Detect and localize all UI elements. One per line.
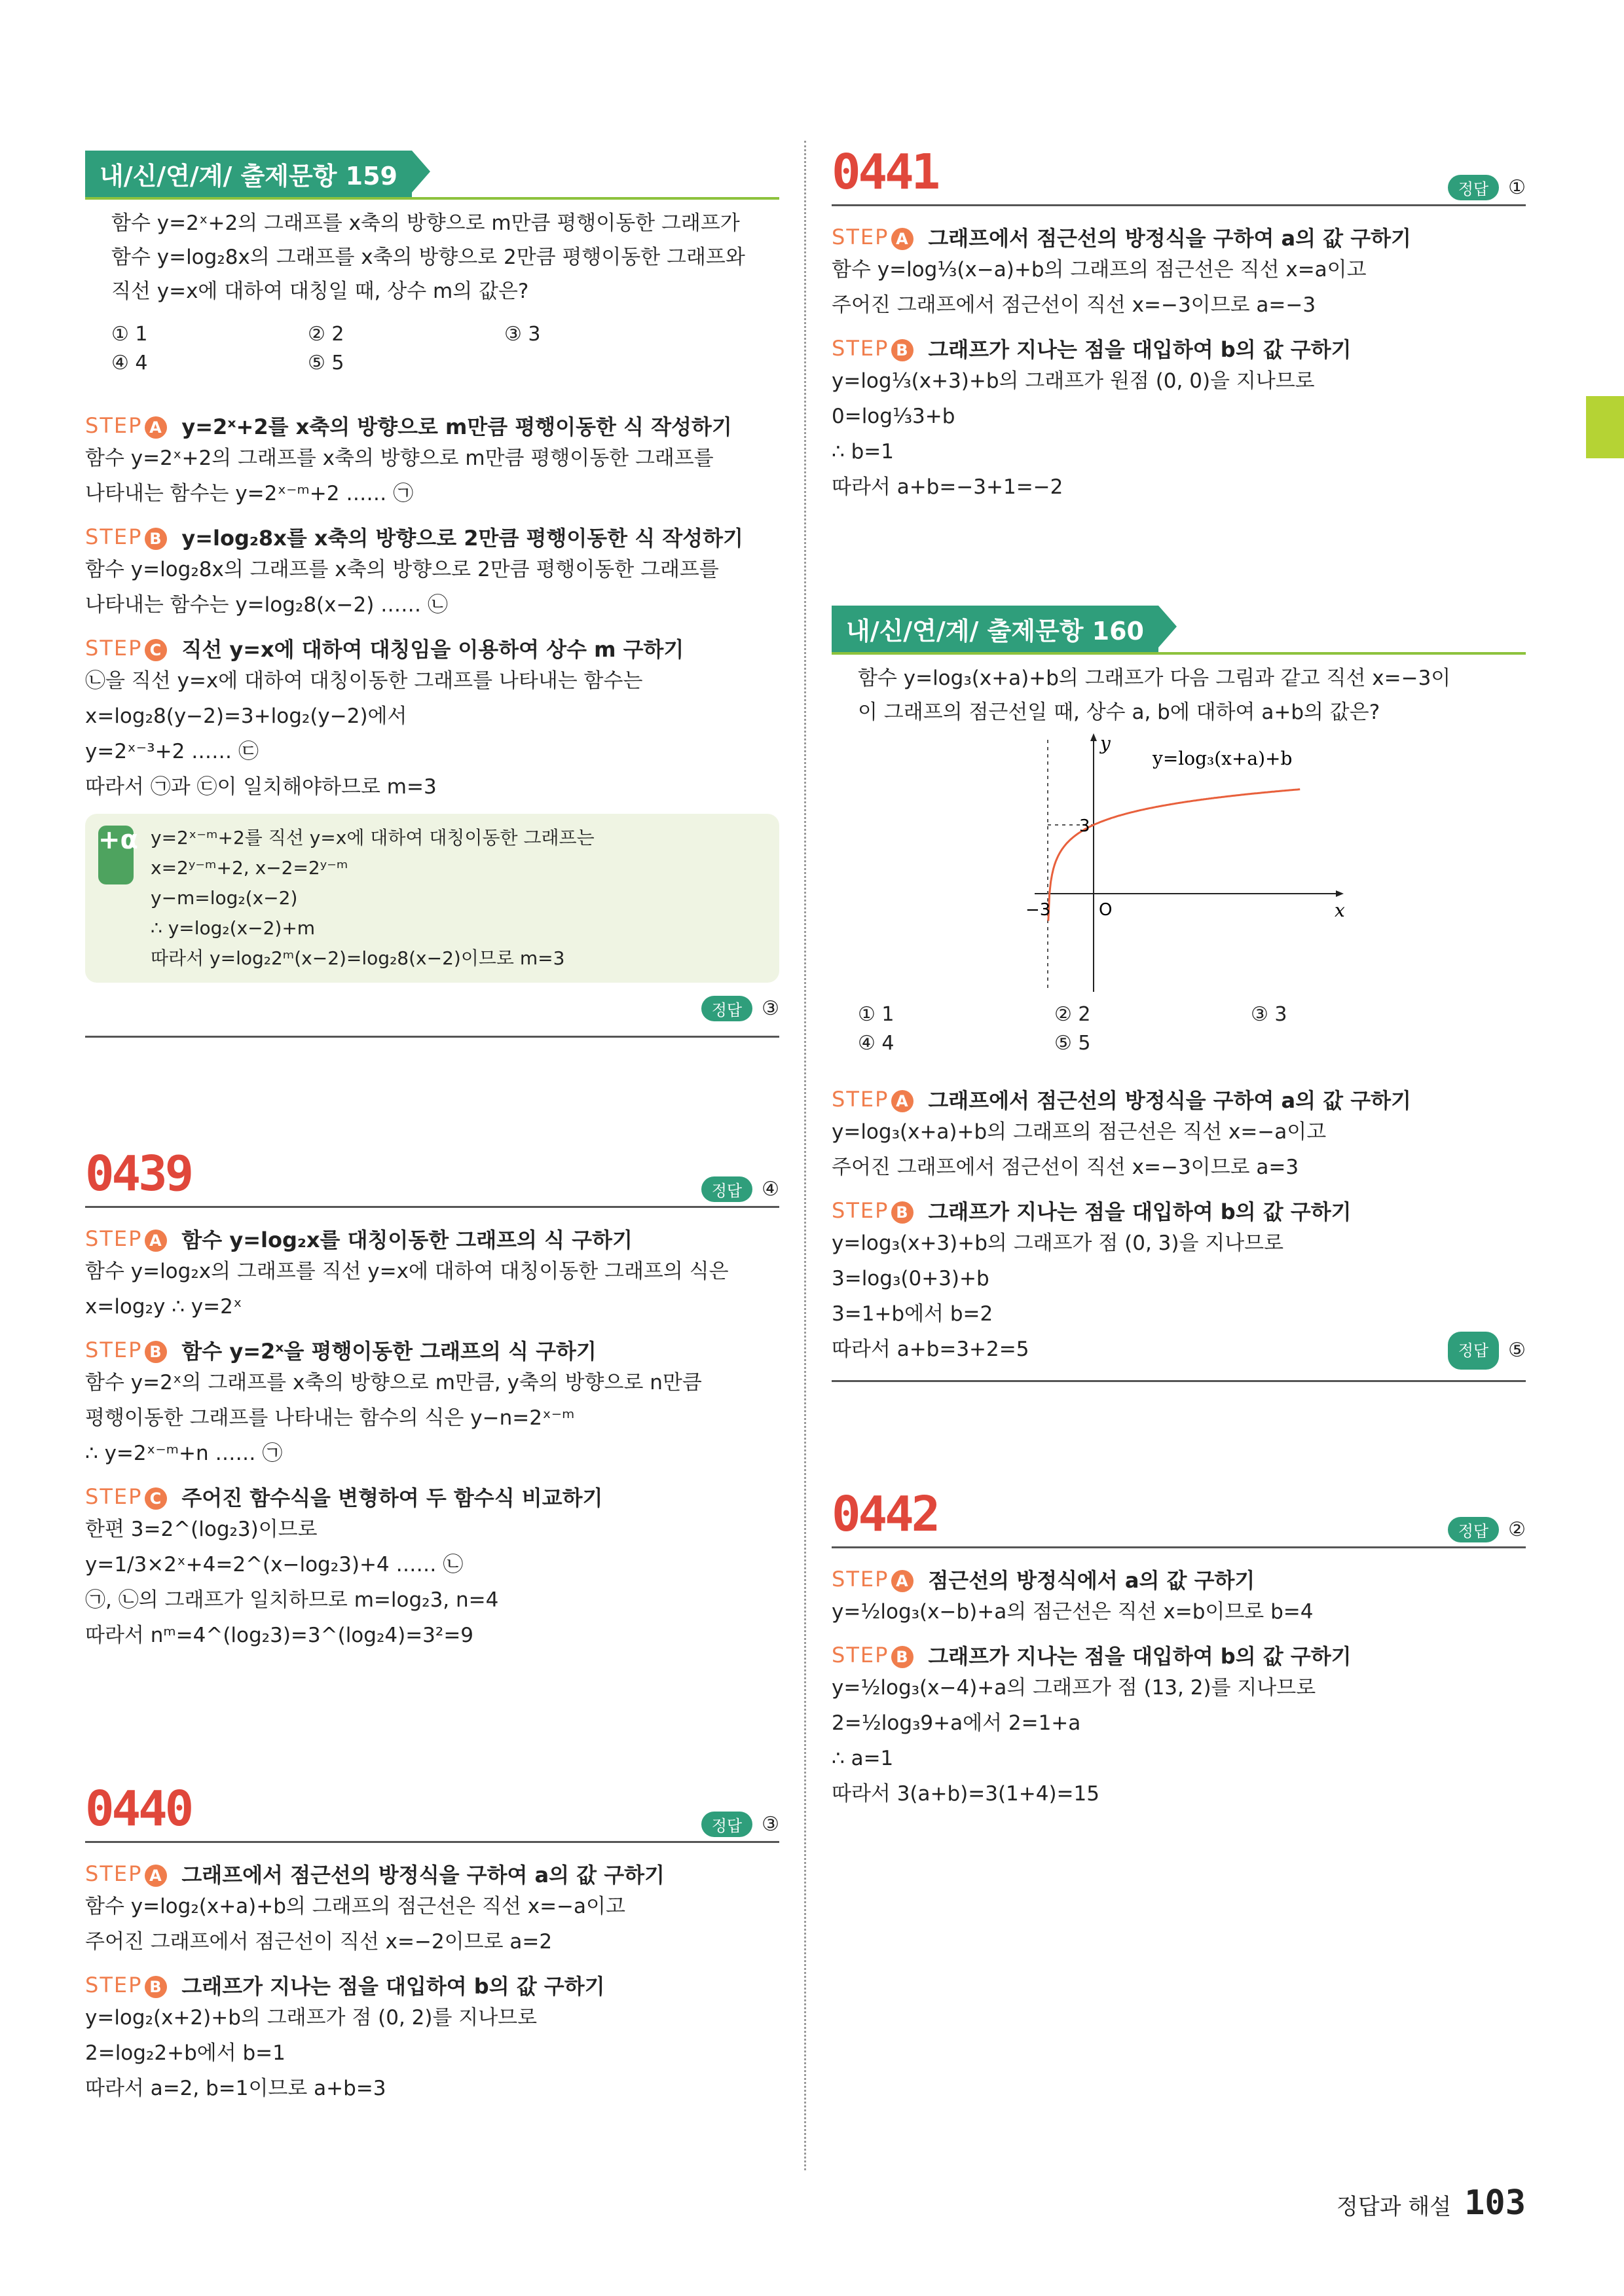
step-title: y=log₂8x를 x축의 방향으로 2만큼 평행이동한 식 작성하기 [181,526,743,551]
choice: ① 1 [858,1003,895,1026]
step-line: y=log₃(x+3)+b의 그래프가 점 (0, 3)을 지나므로 [832,1231,1284,1255]
q0440-block [85,1781,779,2106]
choice: ② 2 [308,323,344,346]
answer-value: ① [1508,176,1526,199]
step-label: STEP C [85,636,167,661]
x-axis-arrow [1336,890,1344,897]
step-line: y=½log₃(x−4)+a의 그래프가 점 (13, 2)를 지나므로 [832,1676,1316,1700]
answer-pill: 정답 [1448,175,1499,200]
step-line: 주어진 그래프에서 점근선이 직선 x=−3이므로 a=3 [832,1156,1299,1179]
step-line: 함수 y=log₂8x의 그래프를 x축의 방향으로 2만큼 평행이동한 그래프를 [85,558,719,581]
step-line: y=log₃(x+a)+b의 그래프의 점근선은 직선 x=−a이고 [832,1120,1327,1144]
choice: ③ 3 [504,323,541,346]
step-line: 함수 y=log₂x의 그래프를 직선 y=x에 대하여 대칭이동한 그래프의 식은 [85,1260,729,1283]
step-line: 한편 3=2^(log₂3)이므로 [85,1518,318,1541]
step-line: ㉡을 직선 y=x에 대하여 대칭이동한 그래프를 나타내는 함수는 [85,669,643,693]
tip-line: ∴ y=log₂(x−2)+m [151,917,316,939]
step-line: 따라서 a=2, b=1이므로 a+b=3 [85,2077,386,2100]
step-line: 주어진 그래프에서 점근선이 직선 x=−2이므로 a=2 [85,1930,553,1954]
q160-badge: 내/신/연/계/ 출제문항 160 [832,606,1158,652]
choice: ④ 4 [111,352,148,374]
chapter-tab [1586,396,1624,458]
step-label: STEP B [85,524,167,550]
step-title: 주어진 함수식을 변형하여 두 함수식 비교하기 [181,1485,603,1510]
step-label: STEP A [832,225,913,250]
step-line: ∴ y=2ˣ⁻ᵐ+n …… ㉠ [85,1442,283,1465]
answer-pill: 정답 [701,996,752,1021]
answer-value: ② [1508,1518,1526,1541]
step-title: 그래프가 지나는 점을 대입하여 b의 값 구하기 [928,337,1352,362]
step-label: STEP A [85,1861,167,1887]
step-line: 2=log₂2+b에서 b=1 [85,2041,286,2065]
step-label: STEP B [832,1198,913,1224]
step-line: 나타내는 함수는 y=2ˣ⁻ᵐ+2 …… ㉠ [85,482,414,505]
q0441-block [832,144,1526,505]
step-label: STEP A [85,413,167,439]
answer-value: ⑤ [1508,1339,1526,1362]
log-curve [1048,790,1300,921]
step-title: 그래프에서 점근선의 방정식을 구하여 a의 값 구하기 [928,226,1411,251]
step-title: 그래프가 지나는 점을 대입하여 b의 값 구하기 [181,1974,605,1999]
problem-number: 0442 [832,1486,938,1542]
choice: ③ 3 [1251,1003,1287,1026]
step-title: 그래프가 지나는 점을 대입하여 b의 값 구하기 [928,1199,1352,1224]
step-label: STEP B [832,1643,913,1668]
problem-line: 직선 y=x에 대하여 대칭일 때, 상수 m의 값은? [111,280,529,303]
step-line: 주어진 그래프에서 점근선이 직선 x=−3이므로 a=−3 [832,293,1316,317]
log-graph [1022,733,1362,995]
choice: ④ 4 [858,1032,895,1055]
step-line: ∴ b=1 [832,440,894,464]
answer-value: ③ [762,1813,779,1836]
step-line: 따라서 3(a+b)=3(1+4)=15 [832,1782,1099,1806]
step-label: STEP B [832,336,913,361]
q0439-block [85,1146,779,1653]
problem-number: 0439 [85,1146,192,1202]
step-title: 그래프에서 점근선의 방정식을 구하여 a의 값 구하기 [181,1863,665,1887]
choice: ① 1 [111,323,148,346]
tip-line: y=2ˣ⁻ᵐ+2를 직선 y=x에 대하여 대칭이동한 그래프는 [151,827,595,848]
step-title: 그래프에서 점근선의 방정식을 구하여 a의 값 구하기 [928,1088,1411,1113]
answer-pill: 정답 [701,1176,752,1202]
step-line: 나타내는 함수는 y=log₂8(x−2) …… ㉡ [85,593,448,617]
q160-block [832,606,1526,1382]
q0442-block [832,1486,1526,1812]
problem-line: 함수 y=log₃(x+a)+b의 그래프가 다음 그림과 같고 직선 x=−3이 [858,666,1451,690]
tick-x-label: −3 [1025,900,1051,920]
tip-line: x=2ʸ⁻ᵐ+2, x−2=2ʸ⁻ᵐ [151,857,348,879]
step-line: 0=log⅓3+b [832,405,955,428]
step-title: 함수 y=2ˣ을 평행이동한 그래프의 식 구하기 [181,1339,597,1364]
step-line: y=½log₃(x−b)+a의 점근선은 직선 x=b이므로 b=4 [832,1600,1314,1624]
problem-number: 0440 [85,1781,192,1837]
y-axis-arrow [1090,733,1097,741]
step-line: 2=½log₃9+a에서 2=1+a [832,1711,1081,1735]
step-line: ∴ a=1 [832,1747,894,1770]
plus-alpha-icon: +α [98,826,134,884]
step-label: STEP A [85,1226,167,1252]
step-label: STEP C [85,1484,167,1510]
step-line: 따라서 nᵐ=4^(log₂3)=3^(log₂4)=3²=9 [85,1624,474,1647]
answer-value: ③ [762,997,779,1020]
y-axis-label: y [1100,733,1111,754]
x-axis-label: x [1335,900,1345,921]
step-title: 직선 y=x에 대하여 대칭임을 이용하여 상수 m 구하기 [181,637,684,662]
problem-line: 이 그래프의 점근선일 때, 상수 a, b에 대하여 a+b의 값은? [858,701,1380,724]
q159-badge: 내/신/연/계/ 출제문항 159 [85,151,412,197]
column-divider [804,141,806,2170]
q159-block [85,151,779,1038]
answer-pill: 정답 [1448,1517,1499,1542]
step-line: 평행이동한 그래프를 나타내는 함수의 식은 y−n=2ˣ⁻ᵐ [85,1406,575,1430]
step-line: 함수 y=log⅓(x−a)+b의 그래프의 점근선은 직선 x=a이고 [832,258,1367,282]
step-title: 점근선의 방정식에서 a의 값 구하기 [928,1568,1255,1593]
step-line: 3=log₃(0+3)+b [832,1267,989,1290]
page-footer [1337,2183,1526,2223]
problem-number: 0441 [832,144,938,200]
tip-line: y−m=log₂(x−2) [151,887,298,909]
step-line: 함수 y=2ˣ의 그래프를 x축의 방향으로 m만큼, y축의 방향으로 n만큼 [85,1371,702,1394]
choice: ⑤ 5 [1054,1032,1091,1055]
step-line: 따라서 ㉠과 ㉢이 일치해야하므로 m=3 [85,775,437,799]
step-title: y=2ˣ+2를 x축의 방향으로 m만큼 평행이동한 식 작성하기 [181,414,732,439]
curve-label: y=log₃(x+a)+b [1153,748,1293,769]
step-label: STEP A [832,1567,913,1592]
origin-label: O [1099,900,1113,920]
step-line: 함수 y=2ˣ+2의 그래프를 x축의 방향으로 m만큼 평행이동한 그래프를 [85,446,714,470]
problem-line: 함수 y=log₂8x의 그래프를 x축의 방향으로 2만큼 평행이동한 그래프와 [111,246,745,269]
problem-line: 함수 y=2ˣ+2의 그래프를 x축의 방향으로 m만큼 평행이동한 그래프가 [111,211,740,235]
step-label: STEP B [85,1338,167,1363]
step-line: ㉠, ㉡의 그래프가 일치하므로 m=log₂3, n=4 [85,1588,499,1612]
step-line: 함수 y=log₂(x+a)+b의 그래프의 점근선은 직선 x=−a이고 [85,1895,625,1918]
tip-box [85,814,779,983]
step-line: x=log₂y ∴ y=2ˣ [85,1295,242,1319]
step-line: y=1/3×2ˣ+4=2^(x−log₂3)+4 …… ㉡ [85,1553,464,1576]
step-line: y=log₂(x+2)+b의 그래프가 점 (0, 2)를 지나므로 [85,2006,538,2030]
step-line: 따라서 a+b=−3+1=−2 [832,475,1063,499]
step-line: 3=1+b에서 b=2 [832,1302,993,1326]
step-label: STEP B [85,1973,167,1998]
choice: ② 2 [1054,1003,1091,1026]
footer-text: 정답과 해설 [1337,2194,1452,2220]
step-line: y=2ˣ⁻³+2 …… ㉢ [85,740,259,763]
step-label: STEP A [832,1087,913,1112]
step-line: y=log⅓(x+3)+b의 그래프가 원점 (0, 0)을 지나므로 [832,369,1315,393]
step-line: 따라서 a+b=3+2=5 [832,1338,1029,1361]
step-title: 그래프가 지나는 점을 대입하여 b의 값 구하기 [928,1644,1352,1669]
tick-y-label: 3 [1079,816,1090,836]
answer-value: ④ [762,1178,779,1201]
choice: ⑤ 5 [308,352,344,374]
answer-pill: 정답 [701,1812,752,1837]
step-title: 함수 y=log₂x를 대칭이동한 그래프의 식 구하기 [181,1228,633,1252]
answer-pill: 정답 [1448,1332,1499,1370]
page-number: 103 [1464,2183,1526,2223]
step-line: x=log₂8(y−2)=3+log₂(y−2)에서 [85,704,407,728]
tip-line: 따라서 y=log₂2ᵐ(x−2)=log₂8(x−2)이므로 m=3 [151,947,565,969]
